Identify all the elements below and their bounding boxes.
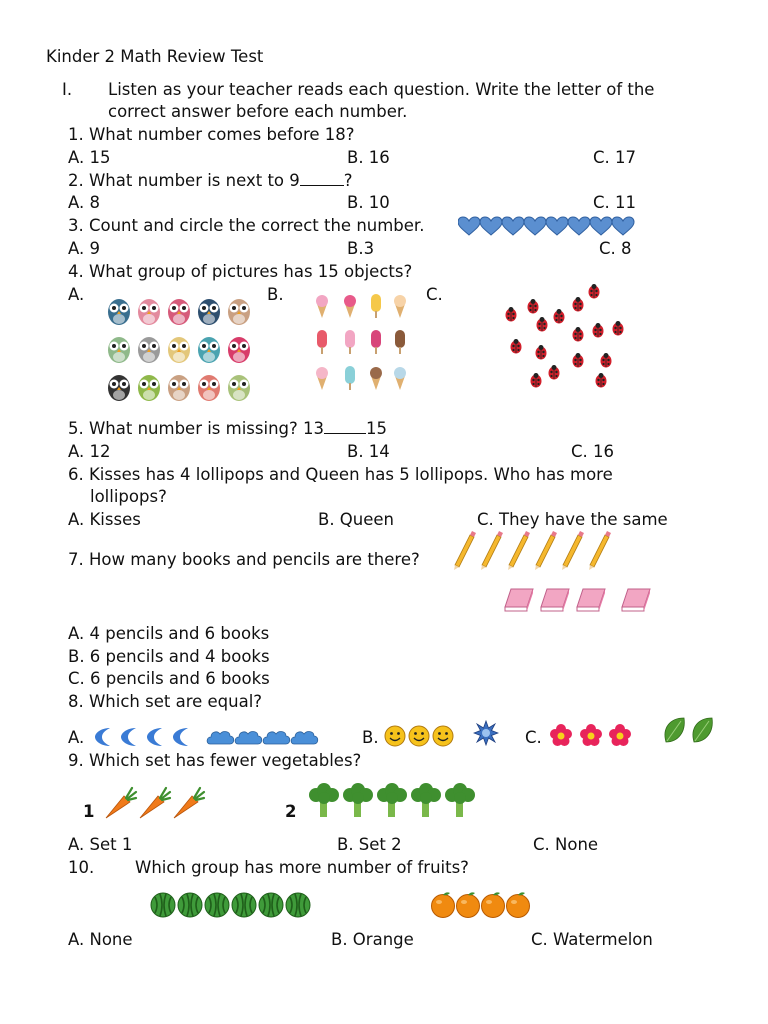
oranges-group bbox=[430, 891, 534, 919]
owl-icons bbox=[108, 299, 250, 401]
watermelon-icons bbox=[151, 893, 310, 917]
q5-text-end: 15 bbox=[366, 419, 388, 438]
q3-option-a: A. 9 bbox=[68, 239, 100, 258]
book-icon bbox=[577, 589, 605, 611]
heart-icon bbox=[502, 217, 524, 235]
question-7: 7. How many books and pencils are there? bbox=[68, 550, 420, 569]
q5-option-a: A. 12 bbox=[68, 442, 111, 461]
q7-option-c: C. 6 pencils and 6 books bbox=[68, 669, 270, 688]
ladybug-icon bbox=[601, 353, 612, 368]
q5-option-c: C. 16 bbox=[571, 442, 615, 461]
q9-option-a: A. Set 1 bbox=[68, 835, 133, 854]
broccoli-icon bbox=[445, 783, 475, 817]
ladybug-icon bbox=[554, 309, 565, 324]
ladybugs-group bbox=[500, 282, 630, 392]
ladybug-icon bbox=[573, 327, 584, 342]
question-5 bbox=[68, 418, 387, 440]
question-1: 1. What number comes before 18? bbox=[68, 125, 355, 144]
orange-icons bbox=[432, 892, 530, 917]
q8-option-a: A. bbox=[68, 728, 85, 747]
broccoli-icon bbox=[411, 783, 441, 817]
set-2-label: 2 bbox=[285, 802, 297, 821]
moon-icon bbox=[147, 728, 162, 746]
q8-option-c: C. bbox=[525, 728, 542, 747]
ice-cream-icon bbox=[316, 367, 328, 390]
instructions-line-1: Listen as your teacher reads each question. Write the letter of the bbox=[108, 80, 655, 99]
smiley-icons bbox=[385, 726, 453, 746]
question-3: 3. Count and circle the correct the number. bbox=[68, 216, 425, 235]
pencil-icon bbox=[535, 531, 557, 570]
heart-icon bbox=[458, 217, 480, 235]
ladybug-icon bbox=[613, 321, 624, 336]
moons-group bbox=[90, 725, 192, 749]
q8-option-b: B. bbox=[362, 728, 379, 747]
ice-cream-icon bbox=[345, 366, 355, 390]
q4-option-a: A. bbox=[68, 285, 85, 304]
cloud-icon bbox=[263, 732, 290, 744]
book-icons bbox=[505, 589, 650, 611]
flower-icon bbox=[580, 724, 602, 746]
broccoli-icon bbox=[343, 783, 373, 817]
book-icon bbox=[505, 589, 533, 611]
heart-icon bbox=[590, 217, 612, 235]
pencil-icon bbox=[481, 531, 503, 570]
ice-cream-icon bbox=[370, 367, 382, 390]
q3-option-b: B.3 bbox=[347, 239, 375, 258]
carrot-icon bbox=[106, 788, 136, 818]
leaf-icon bbox=[665, 718, 684, 742]
ladybug-icon bbox=[531, 373, 542, 388]
question-8: 8. Which set are equal? bbox=[68, 692, 263, 711]
ice-cream-icon bbox=[394, 295, 406, 318]
heart-icon bbox=[568, 217, 590, 235]
smiley-icon bbox=[385, 726, 405, 746]
owl-icon bbox=[108, 337, 130, 363]
question-4: 4. What group of pictures has 15 objects? bbox=[68, 262, 413, 281]
owl-icon bbox=[168, 337, 190, 363]
pencil-icon bbox=[508, 531, 530, 570]
question-10-number: 10. bbox=[68, 858, 95, 877]
question-9: 9. Which set has fewer vegetables? bbox=[68, 751, 362, 770]
broccoli-icons bbox=[309, 783, 475, 817]
ice-cream-icons bbox=[316, 294, 406, 390]
owl-icon bbox=[138, 337, 160, 363]
owl-icon bbox=[198, 375, 220, 401]
q2-option-b: B. 10 bbox=[347, 193, 390, 212]
orange-icon bbox=[457, 892, 480, 917]
cloud-icons bbox=[207, 732, 318, 744]
broccoli-icon bbox=[377, 783, 407, 817]
q4-option-c: C. bbox=[426, 285, 443, 304]
ladybug-icon bbox=[596, 373, 607, 388]
ice-cream-icon bbox=[317, 330, 327, 354]
ladybug-icon bbox=[506, 307, 517, 322]
q6-option-b: B. Queen bbox=[318, 510, 395, 529]
pencil-icons bbox=[454, 531, 611, 570]
question-6: 6. Kisses has 4 lollipops and Queen has 5 lollipops. Who has more bbox=[68, 465, 613, 484]
heart-icon bbox=[524, 217, 546, 235]
answer-blank bbox=[324, 419, 366, 434]
clouds-group bbox=[206, 726, 322, 748]
cloud-icon bbox=[235, 732, 262, 744]
moon-icon bbox=[121, 728, 136, 746]
watermelon-icon bbox=[232, 893, 256, 917]
q7-option-b: B. 6 pencils and 4 books bbox=[68, 647, 270, 666]
watermelon-icon bbox=[151, 893, 175, 917]
ice-cream-icon bbox=[344, 295, 356, 318]
owl-icon bbox=[138, 375, 160, 401]
broccoli-icon bbox=[309, 783, 339, 817]
broccoli-group bbox=[306, 783, 478, 819]
q6-option-c: C. They have the same bbox=[477, 510, 668, 529]
flower-icon bbox=[609, 724, 631, 746]
ice-cream-icon bbox=[394, 367, 406, 390]
q10-option-a: A. None bbox=[68, 930, 133, 949]
smiley-icon bbox=[409, 726, 429, 746]
ladybug-icons bbox=[506, 284, 624, 388]
q10-option-c: C. Watermelon bbox=[531, 930, 653, 949]
flowers-group bbox=[547, 723, 635, 749]
owl-icon bbox=[108, 299, 130, 325]
q1-option-c: C. 17 bbox=[593, 148, 637, 167]
heart-icon bbox=[546, 217, 568, 235]
answer-blank bbox=[300, 171, 344, 186]
carrot-icon bbox=[174, 788, 204, 818]
owl-icon bbox=[138, 299, 160, 325]
q7-option-a: A. 4 pencils and 6 books bbox=[68, 624, 270, 643]
orange-icon bbox=[507, 892, 530, 917]
ladybug-icon bbox=[511, 339, 522, 354]
question-6-cont: lollipops? bbox=[90, 487, 167, 506]
flower-icon bbox=[550, 724, 572, 746]
pencils-group bbox=[452, 530, 618, 570]
owl-icon bbox=[198, 299, 220, 325]
books-group bbox=[503, 585, 655, 613]
ice-cream-icon bbox=[345, 330, 355, 354]
ice-cream-group bbox=[310, 292, 410, 396]
owl-icon bbox=[198, 337, 220, 363]
owls-group bbox=[104, 294, 256, 410]
q4-option-b: B. bbox=[267, 285, 284, 304]
q5-option-b: B. 14 bbox=[347, 442, 390, 461]
orange-icon bbox=[482, 892, 505, 917]
ice-cream-icon bbox=[316, 295, 328, 318]
ice-cream-icon bbox=[371, 330, 381, 354]
q6-option-a: A. Kisses bbox=[68, 510, 141, 529]
watermelons-group bbox=[150, 891, 312, 919]
instructions-line-2: correct answer before each number. bbox=[108, 102, 408, 121]
carrot-icon bbox=[140, 788, 170, 818]
q9-option-c: C. None bbox=[533, 835, 599, 854]
q1-option-b: B. 16 bbox=[347, 148, 390, 167]
owl-icon bbox=[168, 299, 190, 325]
q2-text: 2. What number is next to 9 bbox=[68, 171, 300, 190]
ice-cream-icon bbox=[371, 294, 381, 318]
q10-option-b: B. Orange bbox=[331, 930, 414, 949]
book-icon bbox=[541, 589, 569, 611]
leaves-group bbox=[661, 715, 717, 745]
q3-option-c: C. 8 bbox=[599, 239, 632, 258]
watermelon-icon bbox=[178, 893, 202, 917]
star-burst-icon bbox=[473, 720, 499, 746]
section-numeral: I. bbox=[62, 80, 73, 99]
q2-text-end: ? bbox=[343, 171, 353, 190]
book-icon bbox=[622, 589, 650, 611]
moon-icon bbox=[95, 728, 110, 746]
ladybug-icon bbox=[573, 353, 584, 368]
question-2 bbox=[68, 170, 353, 192]
q2-option-c: C. 11 bbox=[593, 193, 637, 212]
ice-cream-icon bbox=[395, 330, 405, 354]
moon-icons bbox=[95, 728, 188, 746]
pencil-icon bbox=[589, 531, 611, 570]
ladybug-icon bbox=[573, 297, 584, 312]
owl-icon bbox=[228, 375, 250, 401]
watermelon-icon bbox=[286, 893, 310, 917]
question-10: Which group has more number of fruits? bbox=[135, 858, 469, 877]
carrots-group bbox=[104, 786, 208, 820]
orange-icon bbox=[432, 892, 455, 917]
ladybug-icon bbox=[589, 284, 600, 299]
cloud-icon bbox=[207, 732, 234, 744]
moon-icon bbox=[173, 728, 188, 746]
heart-icon bbox=[480, 217, 502, 235]
owl-icon bbox=[228, 299, 250, 325]
watermelon-icon bbox=[205, 893, 229, 917]
owl-icon bbox=[108, 375, 130, 401]
owl-icon bbox=[168, 375, 190, 401]
ladybug-icon bbox=[537, 317, 548, 332]
watermelon-icon bbox=[259, 893, 283, 917]
ladybug-icon bbox=[593, 323, 604, 338]
pencil-icon bbox=[562, 531, 584, 570]
hearts-group bbox=[458, 216, 638, 236]
page-title: Kinder 2 Math Review Test bbox=[46, 47, 264, 66]
leaf-icon bbox=[693, 718, 712, 742]
q9-option-b: B. Set 2 bbox=[337, 835, 402, 854]
ladybug-icon bbox=[536, 345, 547, 360]
q2-option-a: A. 8 bbox=[68, 193, 100, 212]
cloud-icon bbox=[291, 732, 318, 744]
leaf-icons bbox=[665, 718, 712, 742]
set-1-label: 1 bbox=[83, 802, 95, 821]
ladybug-icon bbox=[528, 299, 539, 314]
ladybug-icon bbox=[549, 365, 560, 380]
owl-icon bbox=[228, 337, 250, 363]
flower-icons bbox=[550, 724, 631, 746]
heart-icons bbox=[458, 217, 634, 235]
pencil-icon bbox=[454, 531, 476, 570]
q5-text: 5. What number is missing? 13 bbox=[68, 419, 325, 438]
q1-option-a: A. 15 bbox=[68, 148, 111, 167]
smileys-group bbox=[384, 724, 456, 748]
smiley-icon bbox=[433, 726, 453, 746]
heart-icon bbox=[612, 217, 634, 235]
carrot-icons bbox=[106, 788, 204, 818]
